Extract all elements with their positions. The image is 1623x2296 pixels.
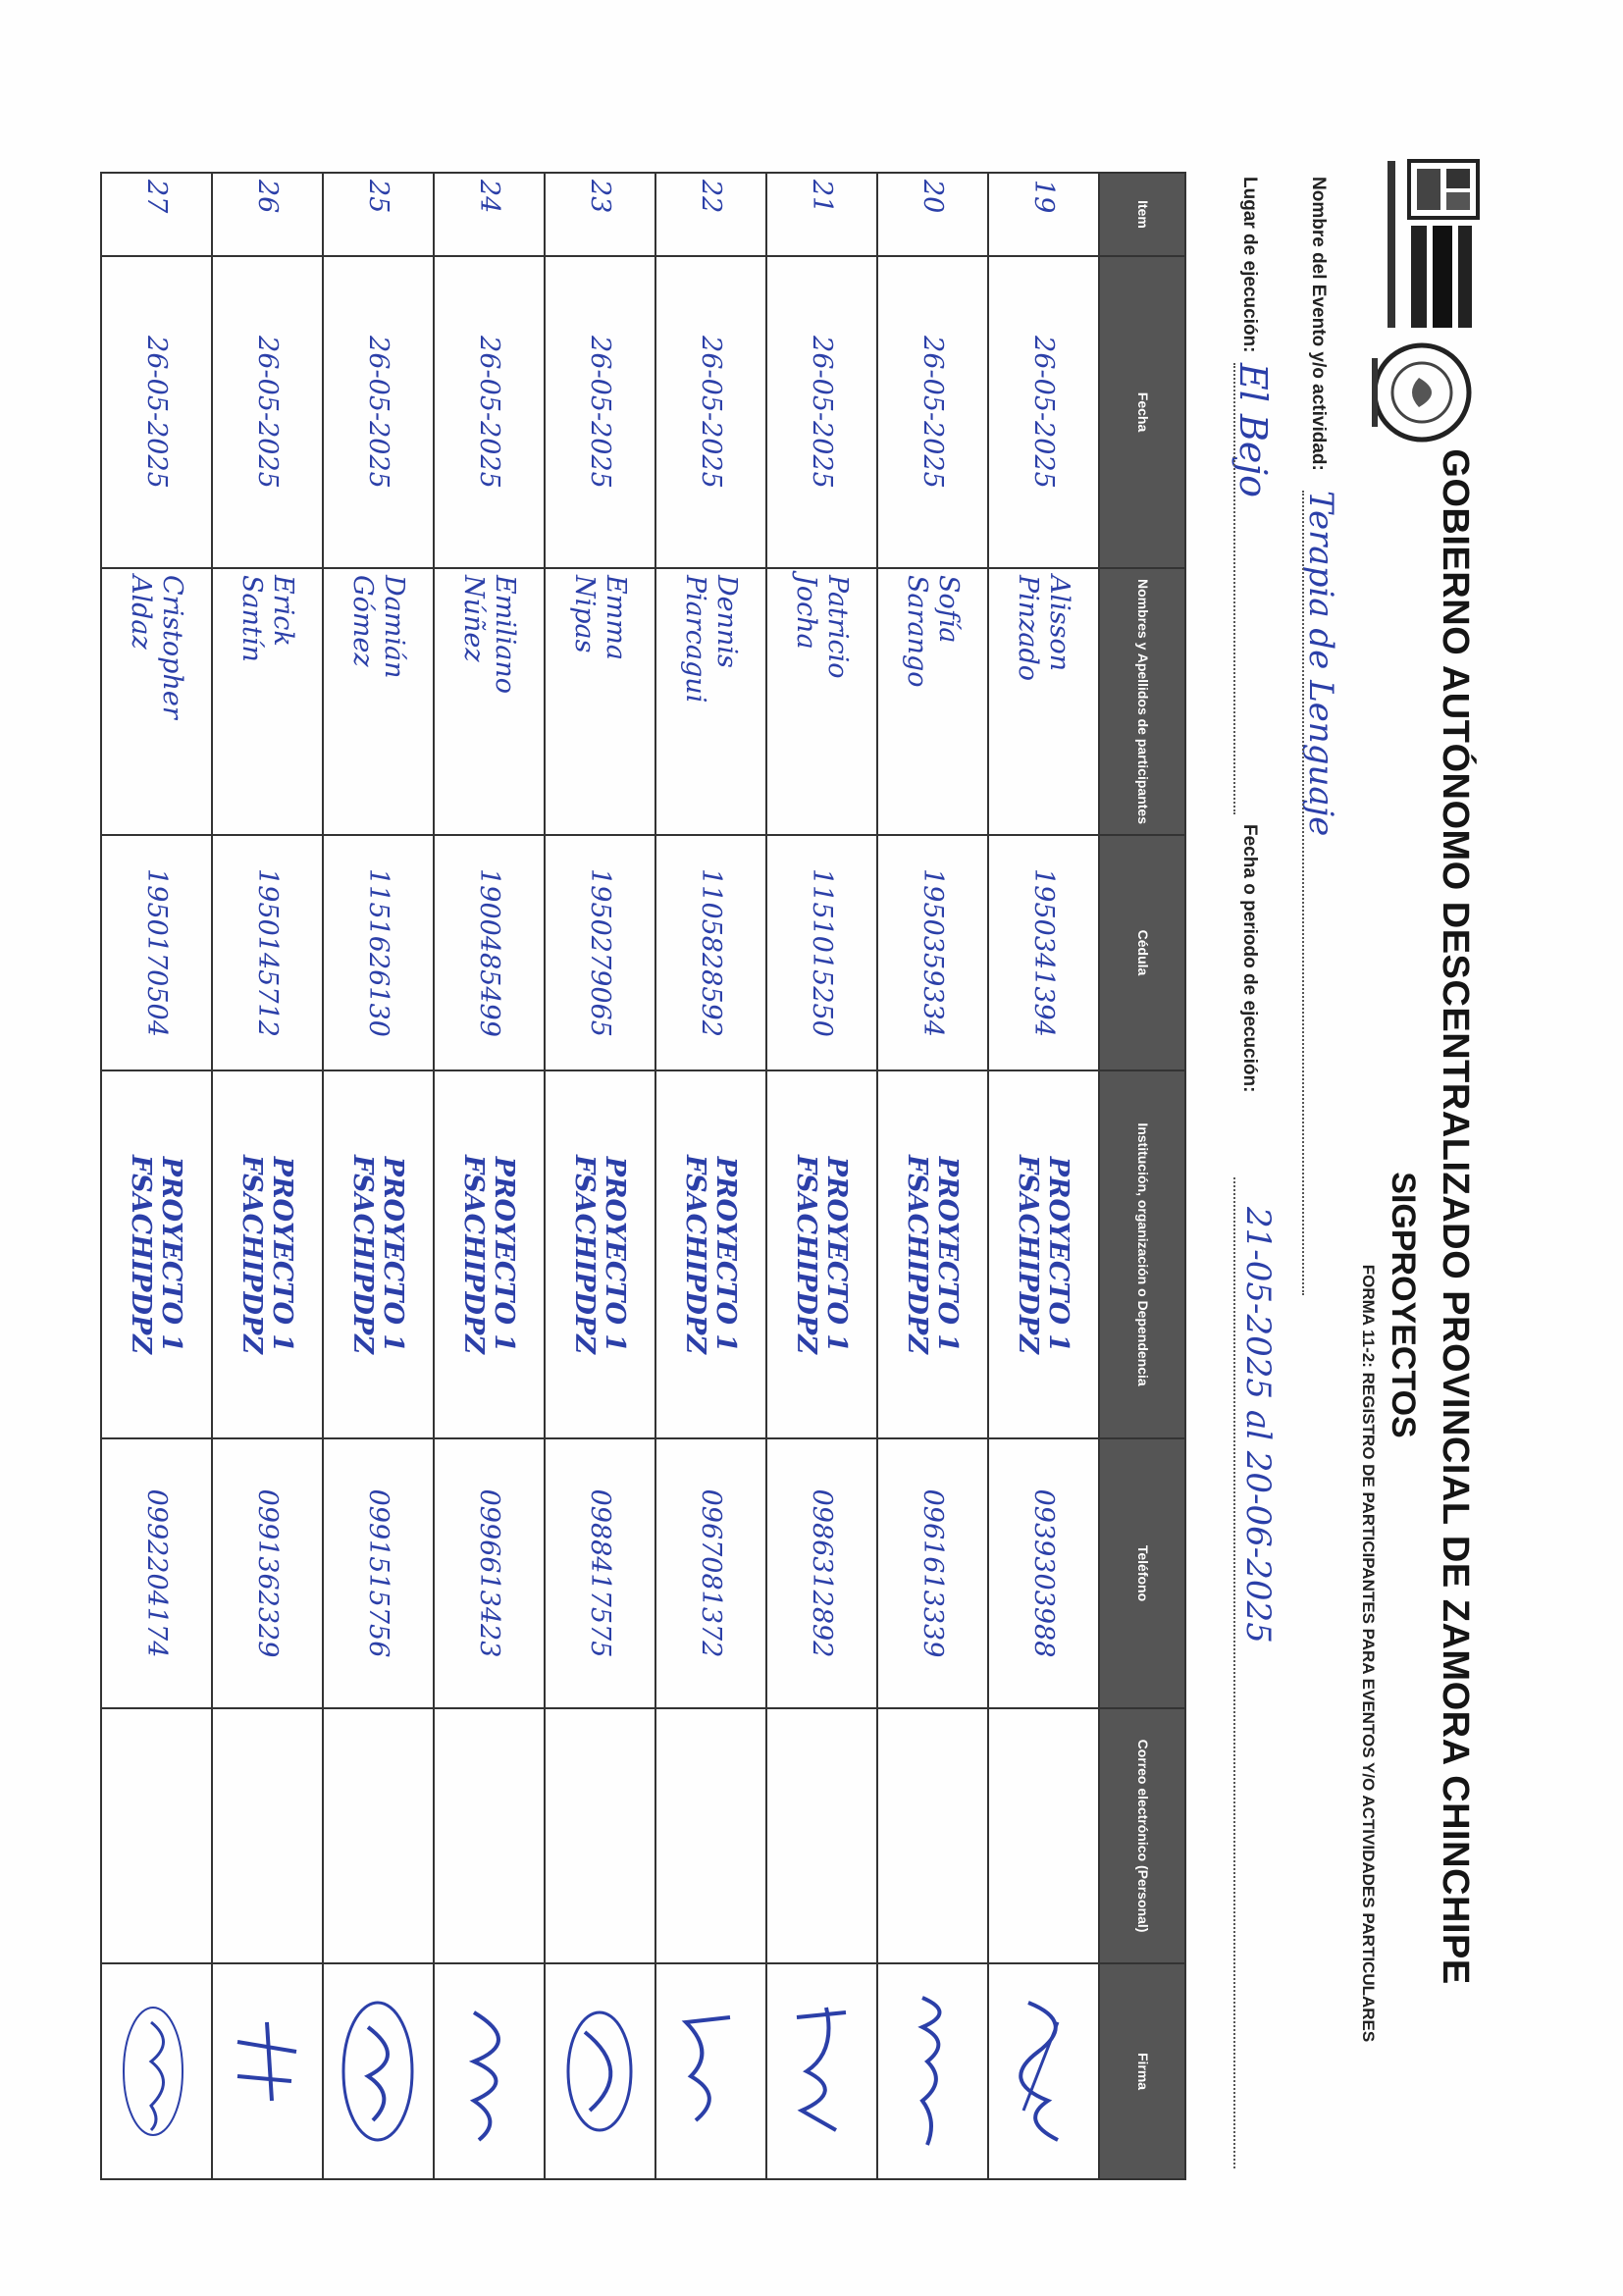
col-header-item: Item — [1099, 173, 1185, 256]
cell-nombre — [323, 568, 434, 835]
cell-correo — [988, 1708, 1099, 1963]
cell-correo — [766, 1708, 877, 1963]
apellido-line: Gómez — [347, 575, 379, 667]
cell-item: 22 — [655, 173, 766, 256]
cell-fecha: 26-05-2025 — [766, 256, 877, 568]
cell-correo — [212, 1708, 323, 1963]
cell-telefono: 0992204174 — [101, 1438, 212, 1708]
cell-correo — [323, 1708, 434, 1963]
cell-cedula: 1950359334 — [877, 835, 988, 1070]
apellido-line: Núñez — [458, 575, 490, 662]
table-row — [988, 173, 1099, 2179]
cell-cedula: 1105828592 — [655, 835, 766, 1070]
cell-firma — [212, 1963, 323, 2179]
cell-item: 20 — [877, 173, 988, 256]
table-row — [766, 173, 877, 2179]
place-field-label: Lugar de ejecución: — [1239, 177, 1260, 353]
col-header-cedula: Cédula — [1099, 835, 1185, 1070]
cell-fecha: 26-05-2025 — [434, 256, 545, 568]
cell-cedula: 1950170504 — [101, 835, 212, 1070]
table-row — [434, 173, 545, 2179]
table-row — [101, 173, 212, 2179]
cell-firma — [655, 1963, 766, 2179]
cell-cedula: 1950279065 — [545, 835, 655, 1070]
signature-icon — [445, 1983, 534, 2160]
event-underline — [1302, 491, 1304, 1295]
cell-telefono: 0996613423 — [434, 1438, 545, 1708]
cell-firma — [434, 1963, 545, 2179]
cell-item: 24 — [434, 173, 545, 256]
nombre-line: Emiliano — [489, 575, 520, 694]
nombre-line: Patricio — [821, 575, 853, 679]
cell-item: 25 — [323, 173, 434, 256]
table-header-row — [1099, 173, 1185, 2179]
nombre-line: Cristopher — [156, 575, 187, 719]
cell-item: 27 — [101, 173, 212, 256]
signature-icon — [556, 1983, 645, 2160]
cell-nombre — [545, 568, 655, 835]
table-row — [212, 173, 323, 2179]
seal-icon — [1368, 339, 1476, 446]
cell-fecha: 26-05-2025 — [655, 256, 766, 568]
event-field-label: Nombre del Evento y/o actividad: — [1308, 177, 1329, 471]
cell-correo — [434, 1708, 545, 1963]
signature-icon — [113, 1983, 201, 2160]
cell-cedula: 1151015250 — [766, 835, 877, 1070]
cell-institucion: PROYECTO 1 FSACHIPDPZ — [877, 1070, 988, 1438]
period-field-label: Fecha o periodo de ejecución: — [1239, 824, 1260, 1093]
col-header-correo: Correo electrónico (Personal) — [1099, 1708, 1185, 1963]
place-field-value: El Bejo — [1231, 363, 1275, 498]
nombre-line: Erick — [267, 575, 298, 647]
signature-icon — [889, 1983, 977, 2160]
cell-institucion: PROYECTO 1 FSACHIPDPZ — [988, 1070, 1099, 1438]
form-title: FORMA 11-2: REGISTRO DE PARTICIPANTES PARA EVENTOS Y/O ACTIVIDADES PARTICULARES — [1359, 1264, 1378, 2043]
apellido-line: Pinzado — [1013, 575, 1044, 682]
cell-firma — [101, 1963, 212, 2179]
place-underline — [1233, 363, 1235, 814]
cell-telefono: 0967081372 — [655, 1438, 766, 1708]
cell-nombre — [766, 568, 877, 835]
cell-cedula: 1151626130 — [323, 835, 434, 1070]
cell-institucion: PROYECTO 1 FSACHIPDPZ — [766, 1070, 877, 1438]
cell-fecha: 26-05-2025 — [877, 256, 988, 568]
cell-telefono: 0939303988 — [988, 1438, 1099, 1708]
signature-icon — [667, 1983, 756, 2160]
government-title: GOBIERNO AUTÓNOMO DESCENTRALIZADO PROVINCIAL DE ZAMORA CHINCHIPE — [1435, 448, 1476, 1985]
cell-nombre — [101, 568, 212, 835]
cell-cedula: 1900485499 — [434, 835, 545, 1070]
nombre-line: Sofía — [932, 575, 964, 644]
apellido-line: Piarcagui — [680, 575, 711, 704]
cell-correo — [545, 1708, 655, 1963]
table-row — [323, 173, 434, 2179]
cell-institucion: PROYECTO 1 FSACHIPDPZ — [101, 1070, 212, 1438]
cell-item: 23 — [545, 173, 655, 256]
participants-table — [100, 172, 1186, 2180]
signature-icon — [778, 1983, 866, 2160]
cell-institucion: PROYECTO 1 FSACHIPDPZ — [434, 1070, 545, 1438]
cell-fecha: 26-05-2025 — [101, 256, 212, 568]
cell-item: 21 — [766, 173, 877, 256]
cell-item: 19 — [988, 173, 1099, 256]
nombre-line: Damián — [378, 575, 409, 679]
period-underline — [1233, 1177, 1235, 2168]
col-header-nombres: Nombres y Apellidos de participantes — [1099, 568, 1185, 835]
cell-firma — [766, 1963, 877, 2179]
cell-fecha: 26-05-2025 — [545, 256, 655, 568]
cell-telefono: 0991362329 — [212, 1438, 323, 1708]
period-field-value: 21-05-2025 al 20-06-2025 — [1238, 1207, 1278, 1644]
nombre-line: Emma — [600, 575, 631, 661]
cell-nombre — [655, 568, 766, 835]
table-row — [655, 173, 766, 2179]
signature-icon — [1000, 1983, 1088, 2160]
cell-firma — [323, 1963, 434, 2179]
system-title: SIGPROYECTOS — [1385, 1172, 1422, 1438]
cell-firma — [988, 1963, 1099, 2179]
cell-telefono: 0961613339 — [877, 1438, 988, 1708]
cell-fecha: 26-05-2025 — [212, 256, 323, 568]
cell-correo — [877, 1708, 988, 1963]
cell-fecha: 26-05-2025 — [988, 256, 1099, 568]
apellido-line: Jocha — [791, 575, 822, 650]
cell-institucion: PROYECTO 1 FSACHIPDPZ — [655, 1070, 766, 1438]
signature-icon — [335, 1983, 423, 2160]
cell-nombre — [212, 568, 323, 835]
col-header-fecha: Fecha — [1099, 256, 1185, 568]
cell-cedula: 1950145712 — [212, 835, 323, 1070]
table-row — [877, 173, 988, 2179]
cell-institucion: PROYECTO 1 FSACHIPDPZ — [212, 1070, 323, 1438]
cell-telefono: 0986312892 — [766, 1438, 877, 1708]
cell-telefono: 0991515756 — [323, 1438, 434, 1708]
cell-firma — [877, 1963, 988, 2179]
cell-telefono: 0988417575 — [545, 1438, 655, 1708]
cell-correo — [101, 1708, 212, 1963]
nombre-line: Dennis — [710, 575, 742, 668]
apellido-line: Santín — [236, 575, 268, 662]
event-field-value: Terapia de Lenguaje — [1301, 491, 1340, 837]
table-row — [545, 173, 655, 2179]
apellido-line: Nipas — [569, 575, 601, 653]
col-header-institucion: Institución, organización o Dependencia — [1099, 1070, 1185, 1438]
apellido-line: Sarango — [902, 575, 933, 688]
apellido-line: Aldaz — [126, 575, 157, 650]
cell-institucion: PROYECTO 1 FSACHIPDPZ — [323, 1070, 434, 1438]
cell-firma — [545, 1963, 655, 2179]
cell-fecha: 26-05-2025 — [323, 256, 434, 568]
nombre-line: Alisson — [1043, 575, 1074, 672]
cell-item: 26 — [212, 173, 323, 256]
cell-nombre — [434, 568, 545, 835]
cell-nombre — [988, 568, 1099, 835]
col-header-telefono: Teléfono — [1099, 1438, 1185, 1708]
col-header-firma: Firma — [1099, 1963, 1185, 2179]
cell-nombre — [877, 568, 988, 835]
cell-correo — [655, 1708, 766, 1963]
cell-institucion: PROYECTO 1 FSACHIPDPZ — [545, 1070, 655, 1438]
signature-icon — [224, 1983, 312, 2160]
prefecture-logo-icon — [1368, 157, 1486, 334]
cell-cedula: 1950341394 — [988, 835, 1099, 1070]
